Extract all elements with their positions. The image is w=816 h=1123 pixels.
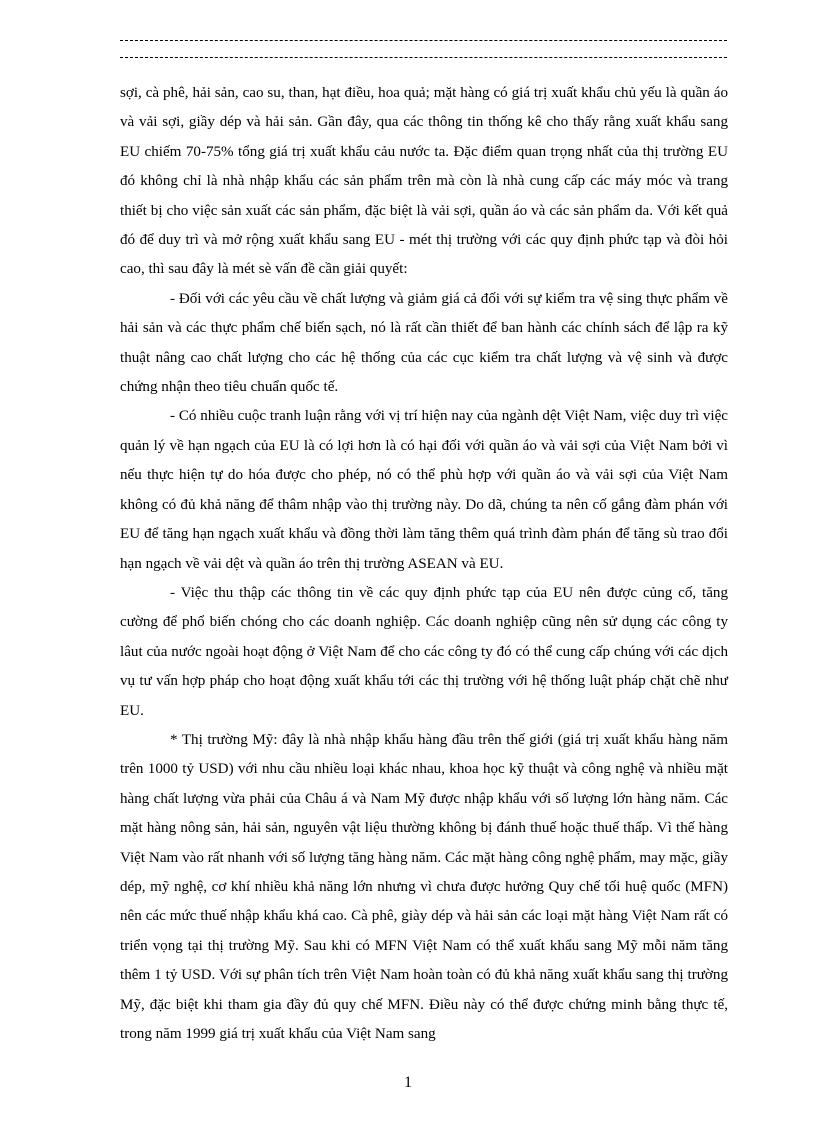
paragraph-us-market: * Thị trường Mỹ: đây là nhà nhập khẩu hàng đầu trên thế giới (giá trị xuất khẩu hàng năm trên 1000 tỷ USD) với nhu cầu nhiều loại khác nhau, khoa học kỹ thuật và công nghệ và nhiều mặt hàng chất lượng vừa phải của Châu á và Nam Mỹ được nhập khẩu với số lượng lớn hàng năm. Các mặt hàng nông sản, hải sản, nguyên vật liệu thường không bị đánh thuế hoặc thuế thấp. Vì thế hàng Việt Nam vào rất nhanh với số lượng tăng hàng năm. Các mặt hàng công nghệ phẩm, may mặc, giầy dép, mỹ nghệ, cơ khí nhiều khả năng lớn nhưng vì chưa được hưởng Quy chế tối huệ quốc (MFN) nên các mức thuế nhập khẩu khá cao. Cà phê, giày dép và hải sản các loại mặt hàng Việt Nam rất có triển vọng tại thị trường Mỹ. Sau khi có MFN Việt Nam có thể xuất khẩu sang Mỹ mỗi năm tăng thêm 1 tỷ USD. Với sự phân tích trên Việt Nam hoàn toàn có đủ khả năng xuất khẩu sang thị trường Mỹ, đặc biệt khi tham gia đầy đủ quy chế MFN. Điều này có thể được chứng minh bằng thực tế, trong năm 1999 giá trị xuất khẩu của Việt Nam sang [120,731,728,1042]
header-dashed-rule-top [120,40,727,41]
paragraph-quality-requirements: - Đối với các yêu cầu về chất lượng và giảm giá cả đối với sự kiểm tra vệ sing thực phẩm về hải sản và các thực phẩm chế biến sạch, nó là rất cần thiết để ban hành các chính sách để lập ra kỹ thuật nâng cao chất lượng cho các hệ thống của các cục kiểm tra chất lượng và vệ sinh và được chứng nhận theo tiêu chuẩn quốc tế. [120,290,728,396]
paragraph-information-collection: - Việc thu thập các thông tin về các quy định phức tạp của EU nên được củng cố, tăng cường để phổ biến chóng cho các doanh nghiệp. Các doanh nghiệp cũng nên sử dụng các công ty lâut của nước ngoài hoạt động ở Việt Nam để cho các công ty đó có thể cung cấp chúng với các dịch vụ tư vấn hợp pháp cho hoạt động xuất khẩu tới các thị trường với hệ thống luật pháp chặt chẽ như EU. [120,584,728,719]
page-number: 1 [404,1074,412,1091]
paragraph-eu-overview: sợi, cà phê, hải sản, cao su, than, hạt điều, hoa quả; mặt hàng có giá trị xuất khẩu chủ yếu là quần áo và vải sợi, giầy dép và hải sản. Gần đây, qua các thông tin thống kê cho thấy rằng xuất khẩu sang EU chiếm 70-75% tổng giá trị xuất khẩu cảu nước ta. Đặc điểm quan trọng nhất của thị trường EU đó không chỉ là nhà nhập khẩu các sản phẩm trên mà còn là nhà cung cấp các máy móc và trang thiết bị cho việc sản xuất các sản phẩm, đặc biệt là vải sợi, quần áo và các sản phẩm da. Với kết quả đó để duy trì và mở rộng xuất khẩu sang EU - mét thị trường với các quy định phức tạp và đòi hỏi cao, thì sau đây là mét sè vấn đề cần giải quyết: [120,85,728,278]
paragraph-textile-quota: - Có nhiều cuộc tranh luận rằng với vị trí hiện nay của ngành dệt Việt Nam, việc duy trì việc quản lý về hạn ngạch của EU là có lợi hơn là có hại đối với quần áo và vải sợi của Việt Nam bởi vì nếu thực hiện tự do hóa được cho phép, nó có thể phù hợp với quần áo và vải sợi của Việt Nam không có đủ khả năng để thâm nhập vào thị trường này. Do dã, chúng ta nên cố gắng đàm phán với EU để tăng hạn ngạch xuất khẩu và đồng thời làm tăng thêm quá trình đàm phán để tăng sù trao đổi hạn ngạch về vải dệt và quần áo trên thị trường ASEAN và EU. [120,408,728,572]
document-body [120,79,728,1049]
header-dashed-rule-bottom [120,57,727,58]
